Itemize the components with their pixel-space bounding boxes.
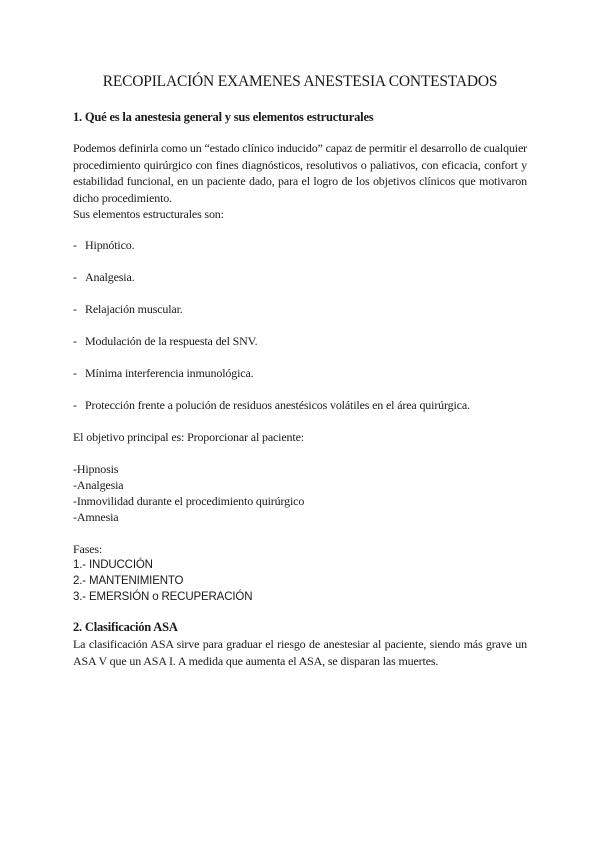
phase-item: 3.- EMERSIÓN o RECUPERACIÓN	[73, 591, 253, 603]
phase-item: 1.- INDUCCIÓN	[73, 559, 153, 571]
section1-definition: Podemos definirla como un “estado clínico inducido” capaz de permitir el desarrollo de cualquier procedimiento quirúrgico con fines diagnósticos, resolutivos o paliativos, con eficacia, confort y estabilidad funcional, en un paciente dado, para el logro de los objetivos clínicos que motivaron dicho procedimiento.	[73, 141, 527, 205]
element-item: - Relajación muscular.	[73, 302, 183, 316]
phase-item: 2.- MANTENIMIENTO	[73, 575, 184, 587]
objective-item: -Hipnosis	[73, 462, 119, 476]
document-title: RECOPILACIÓN EXAMENES ANESTESIA CONTESTADOS	[102, 73, 498, 90]
element-item: - Protección frente a polución de residuos anestésicos volátiles en el área quirúrgica.	[73, 398, 470, 412]
element-item: - Hipnótico.	[73, 238, 135, 252]
phases-label: Fases:	[73, 542, 103, 556]
element-item: - Analgesia.	[73, 270, 135, 284]
element-item: - Modulación de la respuesta del SNV.	[73, 334, 258, 348]
section1-heading: 1. Qué es la anestesia general y sus elementos estructurales	[73, 110, 374, 124]
section2-heading: 2. Clasificación ASA	[73, 620, 178, 634]
objective-item: -Inmovilidad durante el procedimiento quirúrgico	[73, 494, 305, 508]
objective-intro: El objetivo principal es: Proporcionar al paciente:	[73, 430, 304, 444]
element-item: - Mínima interferencia inmunológica.	[73, 366, 254, 380]
objective-item: -Analgesia	[73, 478, 124, 492]
section2-body: La clasificación ASA sirve para graduar el riesgo de anestesiar al paciente, siendo más grave un ASA V que un ASA I. A medida que aumenta el ASA, se disparan las muertes.	[73, 637, 527, 668]
elements-intro: Sus elementos estructurales son:	[73, 207, 224, 221]
objective-item: -Amnesia	[73, 510, 119, 524]
